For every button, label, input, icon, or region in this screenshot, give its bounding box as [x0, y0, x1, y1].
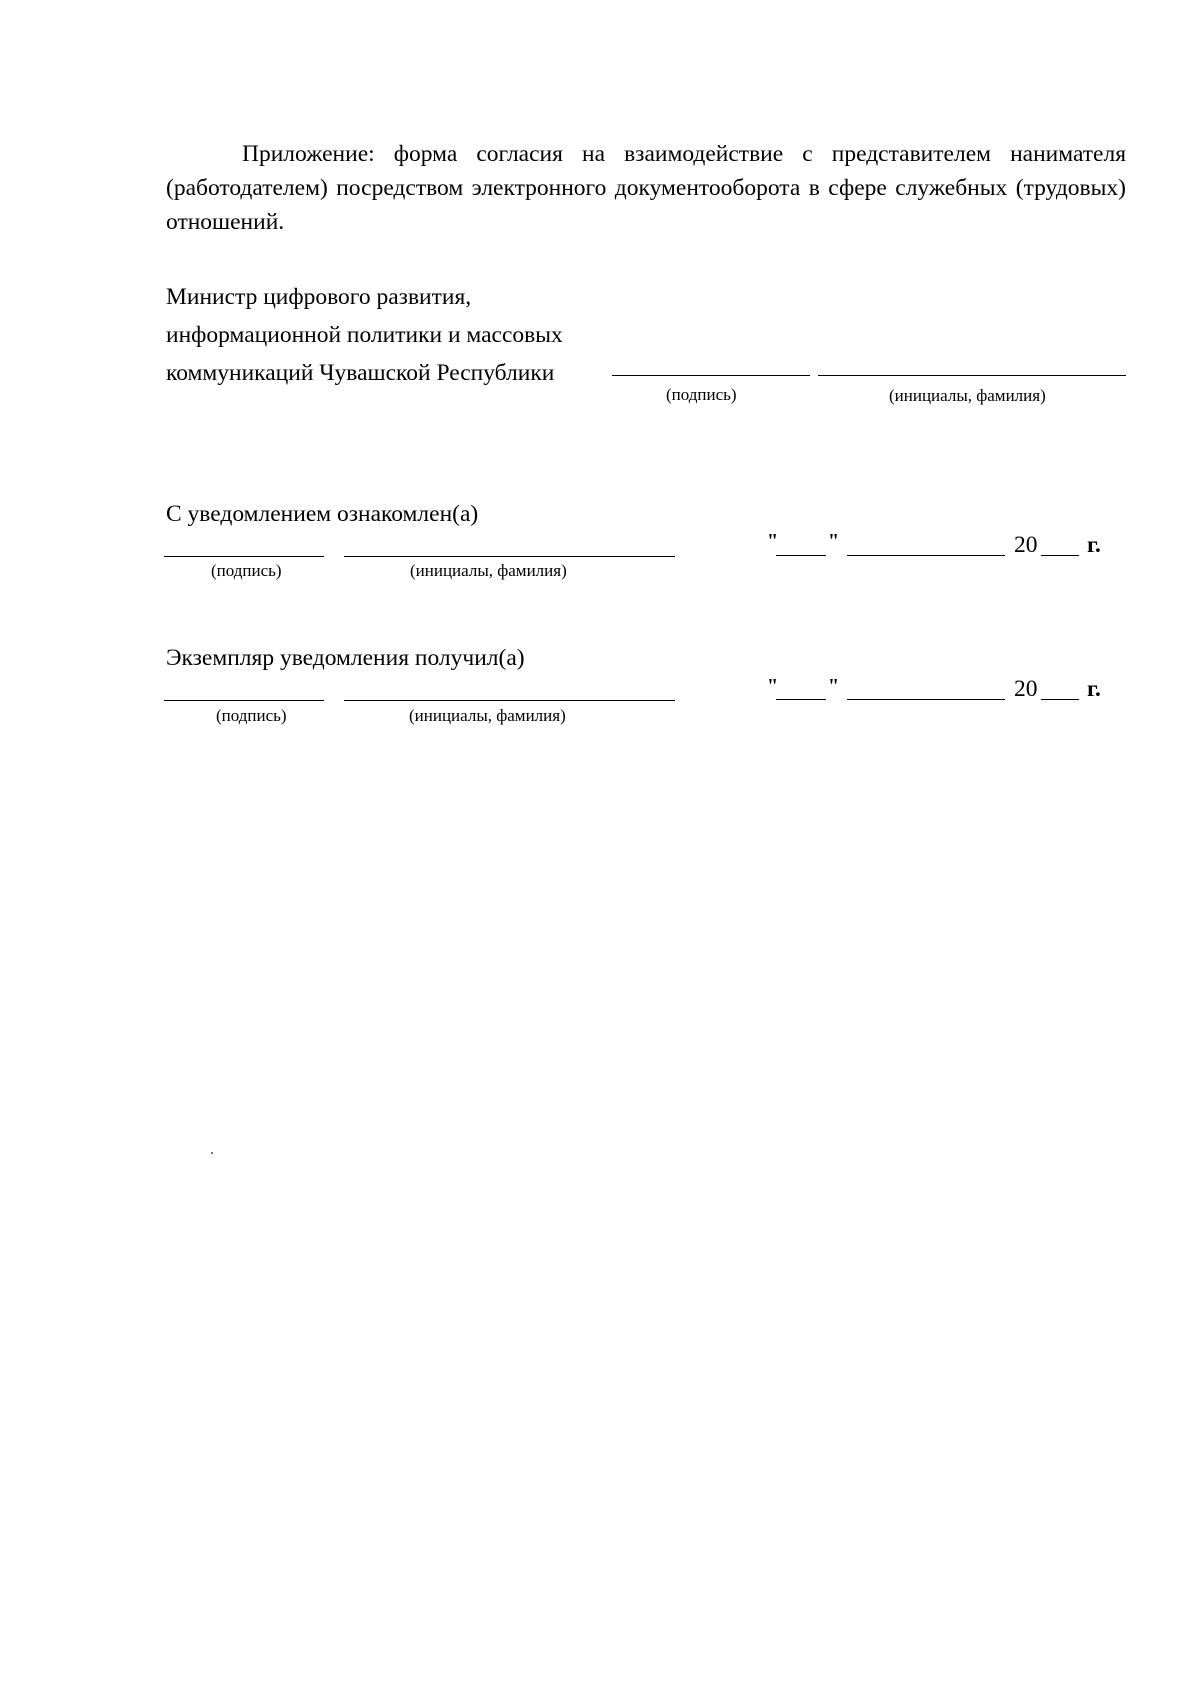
acquainted-name-caption: (инициалы, фамилия): [410, 561, 567, 580]
acquainted-day-line: [776, 555, 826, 556]
signatory-name-line: [818, 375, 1126, 376]
acquainted-month-line: [847, 555, 1005, 556]
acquainted-signature-caption: (подпись): [211, 561, 282, 580]
acquainted-close-quote: ": [828, 530, 840, 552]
signatory-signature-caption: (подпись): [666, 385, 737, 404]
acquainted-name-line: [344, 556, 675, 557]
received-year-prefix: 20: [1014, 676, 1038, 702]
acquainted-heading: С уведомлением ознакомлен(а): [166, 501, 479, 527]
appendix-paragraph: Приложение: форма согласия на взаимодействие с представителем нанимателя (работодателем) посредством электронного документооборота в сфере служебных (трудовых) отношений.: [166, 141, 1126, 235]
scan-speck: [211, 1152, 213, 1154]
signatory-title-line-2: информационной политики и массовых: [166, 322, 563, 348]
signatory-title-line-1: Министр цифрового развития,: [166, 284, 472, 310]
received-signature-line: [164, 700, 324, 701]
received-year-line: [1041, 699, 1079, 700]
received-signature-caption: (подпись): [216, 706, 287, 725]
signatory-title-line-3: коммуникаций Чувашской Республики: [166, 360, 555, 386]
received-year-suffix: г.: [1087, 676, 1101, 702]
signatory-name-caption: (инициалы, фамилия): [889, 386, 1046, 405]
acquainted-signature-line: [164, 556, 324, 557]
received-heading: Экземпляр уведомления получил(а): [166, 645, 525, 671]
acquainted-year-line: [1041, 555, 1079, 556]
signatory-title: [166, 278, 563, 392]
received-month-line: [847, 699, 1005, 700]
acquainted-year-prefix: 20: [1014, 532, 1038, 558]
acquainted-year-suffix: г.: [1087, 532, 1101, 558]
received-name-line: [344, 700, 675, 701]
received-name-caption: (инициалы, фамилия): [409, 706, 566, 725]
acquainted-open-quote: ": [767, 530, 779, 552]
received-close-quote: ": [828, 675, 840, 697]
signatory-signature-line: [612, 375, 810, 376]
received-open-quote: ": [767, 675, 779, 697]
received-day-line: [776, 699, 826, 700]
